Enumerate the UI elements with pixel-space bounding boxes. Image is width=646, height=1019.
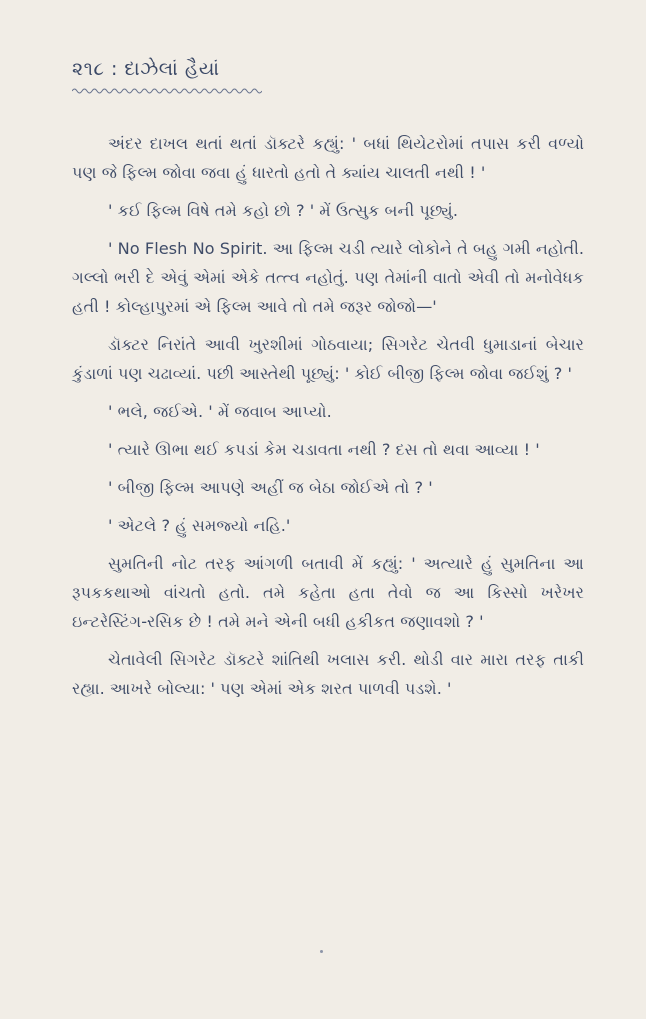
paragraph: ' એટલે ? હું સમજ્યો નહિ.' xyxy=(108,516,291,535)
paragraph: ' બીજી ફિલ્મ આપણે અહીં જ બેઠા જોઈએ તો ? ' xyxy=(108,478,433,497)
paragraph: ' કઈ ફિલ્મ વિષે તમે કહો છો ? ' મેં ઉત્સુક બની પૂછ્યું. xyxy=(108,201,458,220)
paragraph: ' ત્યારે ઊભા થઈ કપડાં કેમ ચડાવતા નથી ? દસ તો થવા આવ્યા ! ' xyxy=(108,440,540,459)
paragraph: ડૉક્ટર નિરાંતે આવી ખુરશીમાં ગોઠવાયા; સિગરેટ ચેતવી ધુમાડાનાં બેચાર કુંડાળાં પણ ચઢાવ્યાં. પછી આસ્તેથી પૂછ્યું: ' કોઈ બીજી ફિલ્મ જોવા જઈશું ? ' xyxy=(72,335,584,383)
page-number-and-title: ૨૧૮ : દાઝેલાં હૈયાં xyxy=(72,58,220,80)
paragraph: અંદર દાખલ થતાં થતાં ડૉક્ટરે કહ્યું: ' બધાં થિયેટરોમાં તપાસ કરી વળ્યો પણ જે ફિલ્મ જોવા જવા હું ધારતો હતો તે ક્યાંય ચાલતી નથી ! ' xyxy=(72,134,584,182)
page-body xyxy=(72,129,584,703)
print-dot xyxy=(320,950,323,953)
paragraph: સુમતિની નોટ તરફ આંગળી બતાવી મેં કહ્યું: ' અત્યારે હું સુમતિના આ રૂપકકથાઓ વાંચતો હતો. તમે કહેતા હતા તેવો જ આ કિસ્સો ખરેખર ઇન્ટરેસ્ટિંગ-રસિક છે ! તમે મને એની બધી હકીકત જણાવશો ? ' xyxy=(72,554,584,631)
paragraph: ' ભલે, જઈએ. ' મેં જવાબ આપ્યો. xyxy=(108,402,332,421)
paragraph: ' No Flesh No Spirit. આ ફિલ્મ ચડી ત્યારે લોકોને તે બહુ ગમી નહોતી. ગલ્લો ભરી દે એવું એમાં એકે તત્ત્વ નહોતું. પણ તેમાંની વાતો એવી તો મનોવેધક હતી ! કોલ્હાપુરમાં એ ફિલ્મ આવે તો તમે જરૂર જોજો—' xyxy=(72,239,584,316)
running-header xyxy=(72,58,272,99)
header-wavy-rule xyxy=(72,87,262,95)
paragraph: ચેતાવેલી સિગરેટ ડૉક્ટરે શાંતિથી ખલાસ કરી. થોડી વાર મારા તરફ તાકી રહ્યા. આખરે બોલ્યા: ' પણ એમાં એક શરત પાળવી પડશે. ' xyxy=(72,650,584,698)
